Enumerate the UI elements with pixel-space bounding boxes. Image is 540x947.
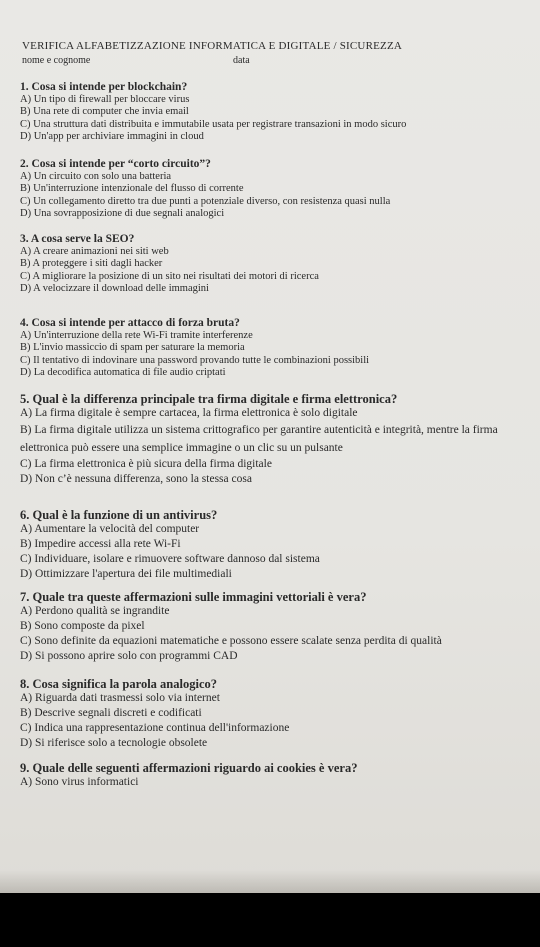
answer-option: C) Un collegamento diretto tra due punti a potenziale diverso, con resistenza quasi nulla (20, 195, 391, 207)
answer-option: A) Aumentare la velocità del computer (20, 523, 200, 535)
answer-option: D) Un'app per archiviare immagini in cloud (20, 130, 204, 142)
question-text: 8. Cosa significa la parola analogico? (20, 677, 218, 691)
question-5 (20, 392, 520, 487)
answer-option: C) Una struttura dati distribuita e immutabile usata per registrare transazioni in modo sicuro (20, 118, 407, 130)
answer-option: C) La firma elettronica è più sicura della firma digitale (20, 458, 272, 470)
answer-option: C) Sono definite da equazioni matematiche e possono essere scalate senza perdita di qualità (20, 635, 442, 647)
answer-option: D) Si possono aprire solo con programmi CAD (20, 650, 238, 662)
answer-option: A) Perdono qualità se ingrandite (20, 605, 170, 617)
answer-option: D) La decodifica automatica di file audio criptati (20, 366, 226, 378)
question-9 (20, 761, 520, 790)
answer-option: A) Un'interruzione della rete Wi-Fi tramite interferenze (20, 330, 253, 341)
question-4 (20, 317, 520, 379)
answer-option: D) A velocizzare il download delle immagini (20, 282, 209, 294)
page-bottom-shadow (0, 870, 540, 893)
question-8 (20, 677, 520, 751)
question-text: 3. A cosa serve la SEO? (20, 233, 135, 245)
question-text: 7. Quale tra queste affermazioni sulle immagini vettoriali è vera? (20, 590, 367, 604)
question-text: 2. Cosa si intende per “corto circuito”? (20, 158, 211, 170)
answer-option: A) A creare animazioni nei siti web (20, 246, 169, 257)
question-3 (20, 233, 520, 295)
question-2 (20, 158, 520, 220)
answer-option: B) Impedire accessi alla rete Wi-Fi (20, 538, 181, 550)
answer-option: B) A proteggere i siti dagli hacker (20, 258, 163, 270)
answer-option: B) Sono composte da pixel (20, 620, 145, 632)
name-label: nome e cognome (22, 55, 91, 66)
answer-option: D) Si riferisce solo a tecnologie obsolete (20, 737, 208, 749)
answer-option: A) Sono virus informatici (20, 776, 139, 788)
question-1 (20, 81, 520, 143)
question-text: 1. Cosa si intende per blockchain? (20, 81, 188, 93)
answer-option: A) La firma digitale è sempre cartacea, la firma elettronica è solo digitale (20, 407, 358, 419)
answer-option: B) La firma digitale utilizza un sistema crittografico per garantire autenticità e integrità, mentre la firma elettronica può essere una semplice immagine o un clic su un pulsante (20, 424, 498, 454)
answer-option: D) Ottimizzare l'apertura dei file multimediali (20, 568, 232, 580)
answer-option: C) Il tentativo di indovinare una password provando tutte le combinazioni possibili (20, 354, 370, 366)
answer-option: A) Riguarda dati trasmessi solo via internet (20, 692, 220, 704)
answer-option: C) A migliorare la posizione di un sito nei risultati dei motori di ricerca (20, 270, 319, 282)
question-7 (20, 590, 520, 664)
answer-option: B) Un'interruzione intenzionale del flusso di corrente (20, 183, 244, 195)
answer-option: A) Un tipo di firewall per bloccare virus (20, 94, 190, 105)
answer-option: D) Non c’è nessuna differenza, sono la stessa cosa (20, 473, 252, 485)
answer-option: C) Indica una rappresentazione continua dell'informazione (20, 722, 290, 734)
date-label: data (233, 55, 250, 66)
answer-option: B) L'invio massiccio di spam per saturare la memoria (20, 342, 245, 354)
answer-option: C) Individuare, isolare e rimuovere software dannoso dal sistema (20, 553, 320, 565)
question-text: 4. Cosa si intende per attacco di forza bruta? (20, 317, 240, 329)
question-text: 6. Qual è la funzione di un antivirus? (20, 508, 218, 522)
question-6 (20, 508, 520, 582)
answer-option: D) Una sovrapposizione di due segnali analogici (20, 207, 225, 219)
question-text: 5. Qual è la differenza principale tra firma digitale e firma elettronica? (20, 392, 398, 406)
answer-option: A) Un circuito con solo una batteria (20, 171, 172, 182)
question-text: 9. Quale delle seguenti affermazioni riguardo ai cookies è vera? (20, 761, 358, 775)
exam-title: VERIFICA ALFABETIZZAZIONE INFORMATICA E DIGITALE / SICUREZZA (22, 40, 403, 52)
answer-option: B) Una rete di computer che invia email (20, 106, 189, 118)
answer-option: B) Descrive segnali discreti e codificati (20, 707, 202, 719)
